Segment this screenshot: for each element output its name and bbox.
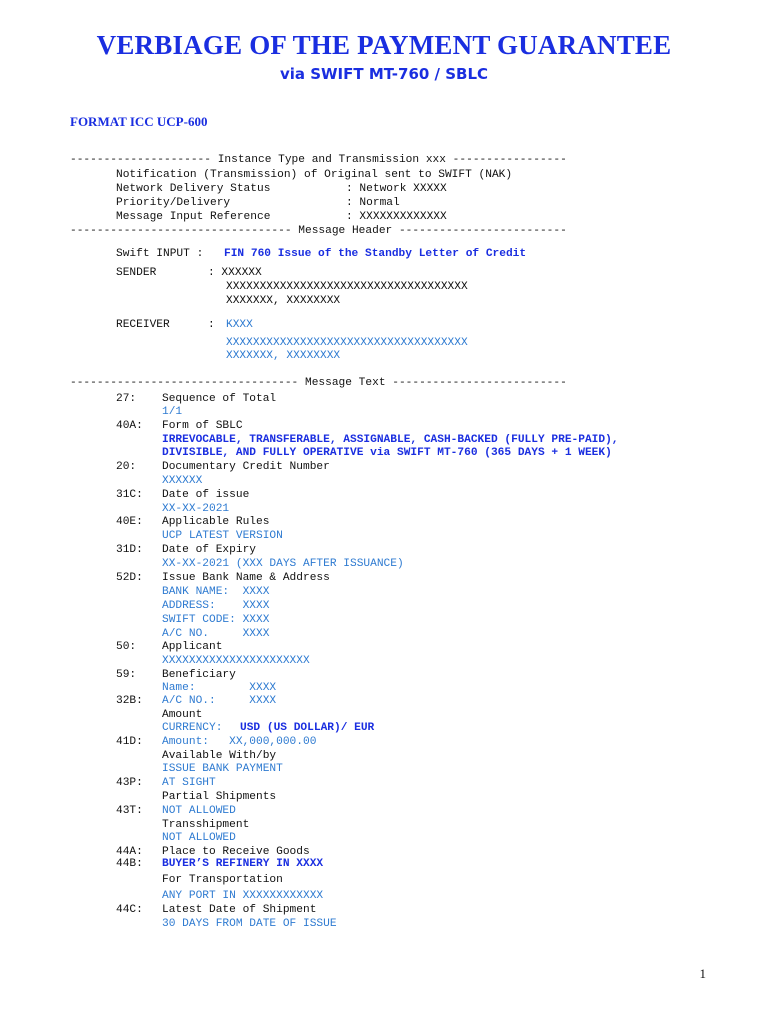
field-label: Available With/by — [162, 750, 277, 762]
field-label: Partial Shipments — [162, 791, 277, 803]
field-tag: 44A: — [116, 846, 143, 858]
document-title: VERBIAGE OF THE PAYMENT GUARANTEE — [96, 30, 672, 60]
field-tag: 44C: — [116, 904, 143, 916]
receiver-line-2: XXXXXXXXXXXXXXXXXXXXXXXXXXXXXXXXXXXX — [226, 337, 468, 349]
field-tag: 44B: — [116, 858, 143, 870]
field-tag: 43P: — [116, 777, 143, 789]
currency-label: CURRENCY: — [162, 722, 223, 734]
header-separator: --------------------------------- Message Header ------------------------- — [70, 225, 567, 237]
field-label: Applicable Rules — [162, 516, 270, 528]
priority-value: : Normal — [346, 197, 400, 209]
text-separator: ---------------------------------- Message Text -------------------------- — [70, 377, 567, 389]
field-label: Date of issue — [162, 489, 250, 501]
field-tag: 43T: — [116, 805, 143, 817]
field-tag: 27: — [116, 393, 137, 405]
field-tag: 32B: — [116, 695, 143, 707]
field-label: Sequence of Total — [162, 393, 277, 405]
sender-line-2: XXXXXXXXXXXXXXXXXXXXXXXXXXXXXXXXXXXX — [226, 281, 468, 293]
field-label: Place to Receive Goods — [162, 846, 310, 858]
sender-line-3: XXXXXXX, XXXXXXXX — [226, 295, 341, 307]
field-value: UCP LATEST VERSION — [162, 530, 283, 542]
field-value: XX-XX-2021 — [162, 503, 230, 515]
field-tag: 31D: — [116, 544, 143, 556]
field-value: DIVISIBLE, AND FULLY OPERATIVE via SWIFT MT-760 (365 DAYS + 1 WEEK) — [162, 447, 612, 459]
document-subtitle: via SWIFT MT-760 / SBLC — [279, 65, 489, 83]
priority-label: Priority/Delivery — [116, 197, 231, 209]
delivery-status-value: : Network XXXXX — [346, 183, 447, 195]
field-label: Applicant — [162, 641, 223, 653]
receiver-line-1: KXXX — [226, 319, 253, 331]
sender-line-1: : XXXXXX — [208, 267, 262, 279]
field-value: SWIFT CODE: XXXX — [162, 614, 270, 626]
field-label: Beneficiary — [162, 669, 236, 681]
swift-input-label: Swift INPUT : — [116, 248, 204, 260]
field-tag: 40A: — [116, 420, 143, 432]
field-label: For Transportation — [162, 874, 283, 886]
field-tag: 20: — [116, 461, 137, 473]
field-value: 1/1 — [162, 406, 183, 418]
swift-input-value: FIN 760 Issue of the Standby Letter of Credit — [224, 248, 527, 260]
field-value: Name: XXXX — [162, 682, 277, 694]
format-label: FORMAT ICC UCP-600 — [70, 114, 208, 129]
currency-value: USD (US DOLLAR)/ EUR — [240, 722, 375, 734]
field-value: ISSUE BANK PAYMENT — [162, 763, 283, 775]
field-value: ADDRESS: XXXX — [162, 600, 270, 612]
field-tag: 52D: — [116, 572, 143, 584]
receiver-label: RECEIVER — [116, 319, 170, 331]
input-reference-value: : XXXXXXXXXXXXX — [346, 211, 447, 223]
field-value: Amount: XX,000,000.00 — [162, 736, 317, 748]
field-value: XX-XX-2021 (XXX DAYS AFTER ISSUANCE) — [162, 558, 404, 570]
field-value: BUYER’S REFINERY IN XXXX — [162, 858, 324, 870]
field-tag: 40E: — [116, 516, 143, 528]
field-tag: 31C: — [116, 489, 143, 501]
field-value: XXXXXXXXXXXXXXXXXXXXXX — [162, 655, 310, 667]
field-value: IRREVOCABLE, TRANSFERABLE, ASSIGNABLE, CASH-BACKED (FULLY PRE-PAID), — [162, 434, 619, 446]
field-value: NOT ALLOWED — [162, 805, 236, 817]
field-value: ANY PORT IN XXXXXXXXXXXX — [162, 890, 324, 902]
field-label: Transshipment — [162, 819, 250, 831]
field-tag: 50: — [116, 641, 137, 653]
sender-label: SENDER — [116, 267, 157, 279]
field-value: AT SIGHT — [162, 777, 216, 789]
field-label: Issue Bank Name & Address — [162, 572, 330, 584]
field-tag: 41D: — [116, 736, 143, 748]
field-value: 30 DAYS FROM DATE OF ISSUE — [162, 918, 337, 930]
field-value: BANK NAME: XXXX — [162, 586, 270, 598]
receiver-colon: : — [208, 319, 215, 331]
field-value: A/C NO. XXXX — [162, 628, 270, 640]
field-tag: 59: — [116, 669, 137, 681]
field-label: Latest Date of Shipment — [162, 904, 317, 916]
instance-separator: --------------------- Instance Type and Transmission xxx ----------------- — [70, 154, 567, 166]
field-label: Date of Expiry — [162, 544, 256, 556]
delivery-status-label: Network Delivery Status — [116, 183, 271, 195]
field-label: Amount — [162, 709, 203, 721]
field-value: XXXXXX — [162, 475, 203, 487]
page-number: 1 — [699, 966, 706, 981]
input-reference-label: Message Input Reference — [116, 211, 271, 223]
notification-line: Notification (Transmission) of Original sent to SWIFT (NAK) — [116, 169, 513, 181]
field-value: NOT ALLOWED — [162, 832, 236, 844]
field-label: Documentary Credit Number — [162, 461, 330, 473]
receiver-line-3: XXXXXXX, XXXXXXXX — [226, 350, 341, 362]
field-value: A/C NO.: XXXX — [162, 695, 277, 707]
field-label: Form of SBLC — [162, 420, 243, 432]
